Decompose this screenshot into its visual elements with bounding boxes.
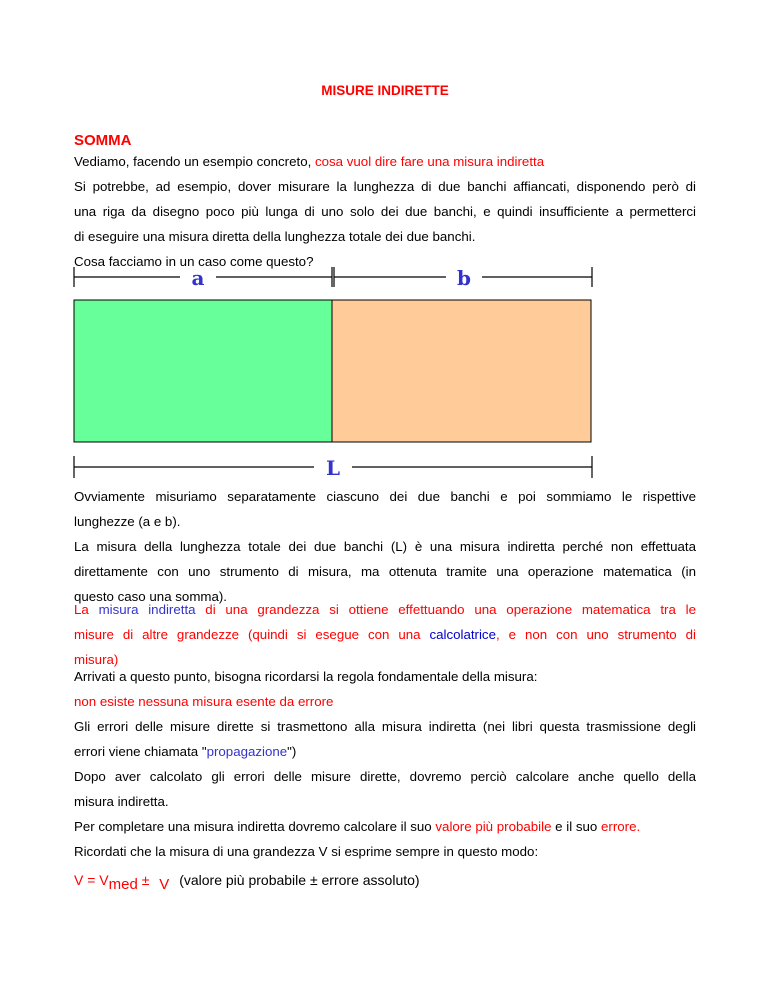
highlight-indirect: cosa vuol dire fare una misura indiretta bbox=[314, 154, 545, 169]
paragraph-errors: Dopo aver calcolato gli errori delle misure dirette, dovremo perciò calcolare anche quello della misura indiretta. bbox=[74, 769, 696, 809]
section-heading: SOMMA bbox=[74, 132, 132, 149]
paragraph-separate: Ovviamente misuriamo separatamente ciascuno dei due banchi e poi sommiamo le rispettive lunghezze (a e b). bbox=[74, 489, 696, 529]
formula-lhs: V = Vmed ± bbox=[74, 872, 150, 893]
paragraph-definition: La misura indiretta di una grandezza si ottiene effettuando una operazione matematica tra le misure di altre grandezze (quindi si esegue con una calcolatrice, e non con uno strumento di misura) bbox=[74, 602, 696, 667]
label-a: a bbox=[191, 266, 205, 290]
paragraph-no-error-free: non esiste nessuna misura esente da errore bbox=[74, 694, 334, 709]
label-L: L bbox=[325, 456, 341, 480]
paragraph-complete: Per completare una misura indiretta dovremo calcolare il suo valore più probabile e il suo errore. bbox=[74, 819, 641, 834]
formula-explanation: (valore più probabile ± errore assoluto) bbox=[179, 872, 420, 888]
bench-b bbox=[332, 300, 591, 442]
paragraph-total: La misura della lunghezza totale dei due banchi (L) è una misura indiretta perché non effettuata direttamente con uno strumento di misura, ma ottenuta tramite una operazione matematica (in questo caso una somma). bbox=[74, 539, 696, 604]
formula-delta-v: V bbox=[159, 876, 170, 893]
bench-a bbox=[74, 300, 332, 442]
formula bbox=[74, 868, 696, 897]
page-title: MISURE INDIRETTE bbox=[321, 83, 449, 98]
paragraph-rule: Arrivati a questo punto, bisogna ricordarsi la regola fondamentale della misura: bbox=[74, 669, 538, 684]
paragraph-propagation: Gli errori delle misure dirette si trasmettono alla misura indiretta (nei libri questa trasmissione degli errori viene chiamata "propagazione") bbox=[74, 719, 696, 759]
label-b: b bbox=[457, 266, 471, 290]
paragraph-remember: Ricordati che la misura di una grandezza V si esprime sempre in questo modo: bbox=[74, 844, 539, 859]
paragraph-intro: Vediamo, facendo un esempio concreto, cosa vuol dire fare una misura indiretta bbox=[74, 154, 545, 169]
paragraph-example: Si potrebbe, ad esempio, dover misurare la lunghezza di due banchi affiancati, disponendo però di una riga da disegno poco più lunga di uno solo dei due banchi, e quindi insufficiente a permetterci di eseguire una misura diretta della lunghezza totale dei due banchi. Cosa facciamo in un caso come questo? bbox=[74, 179, 696, 269]
